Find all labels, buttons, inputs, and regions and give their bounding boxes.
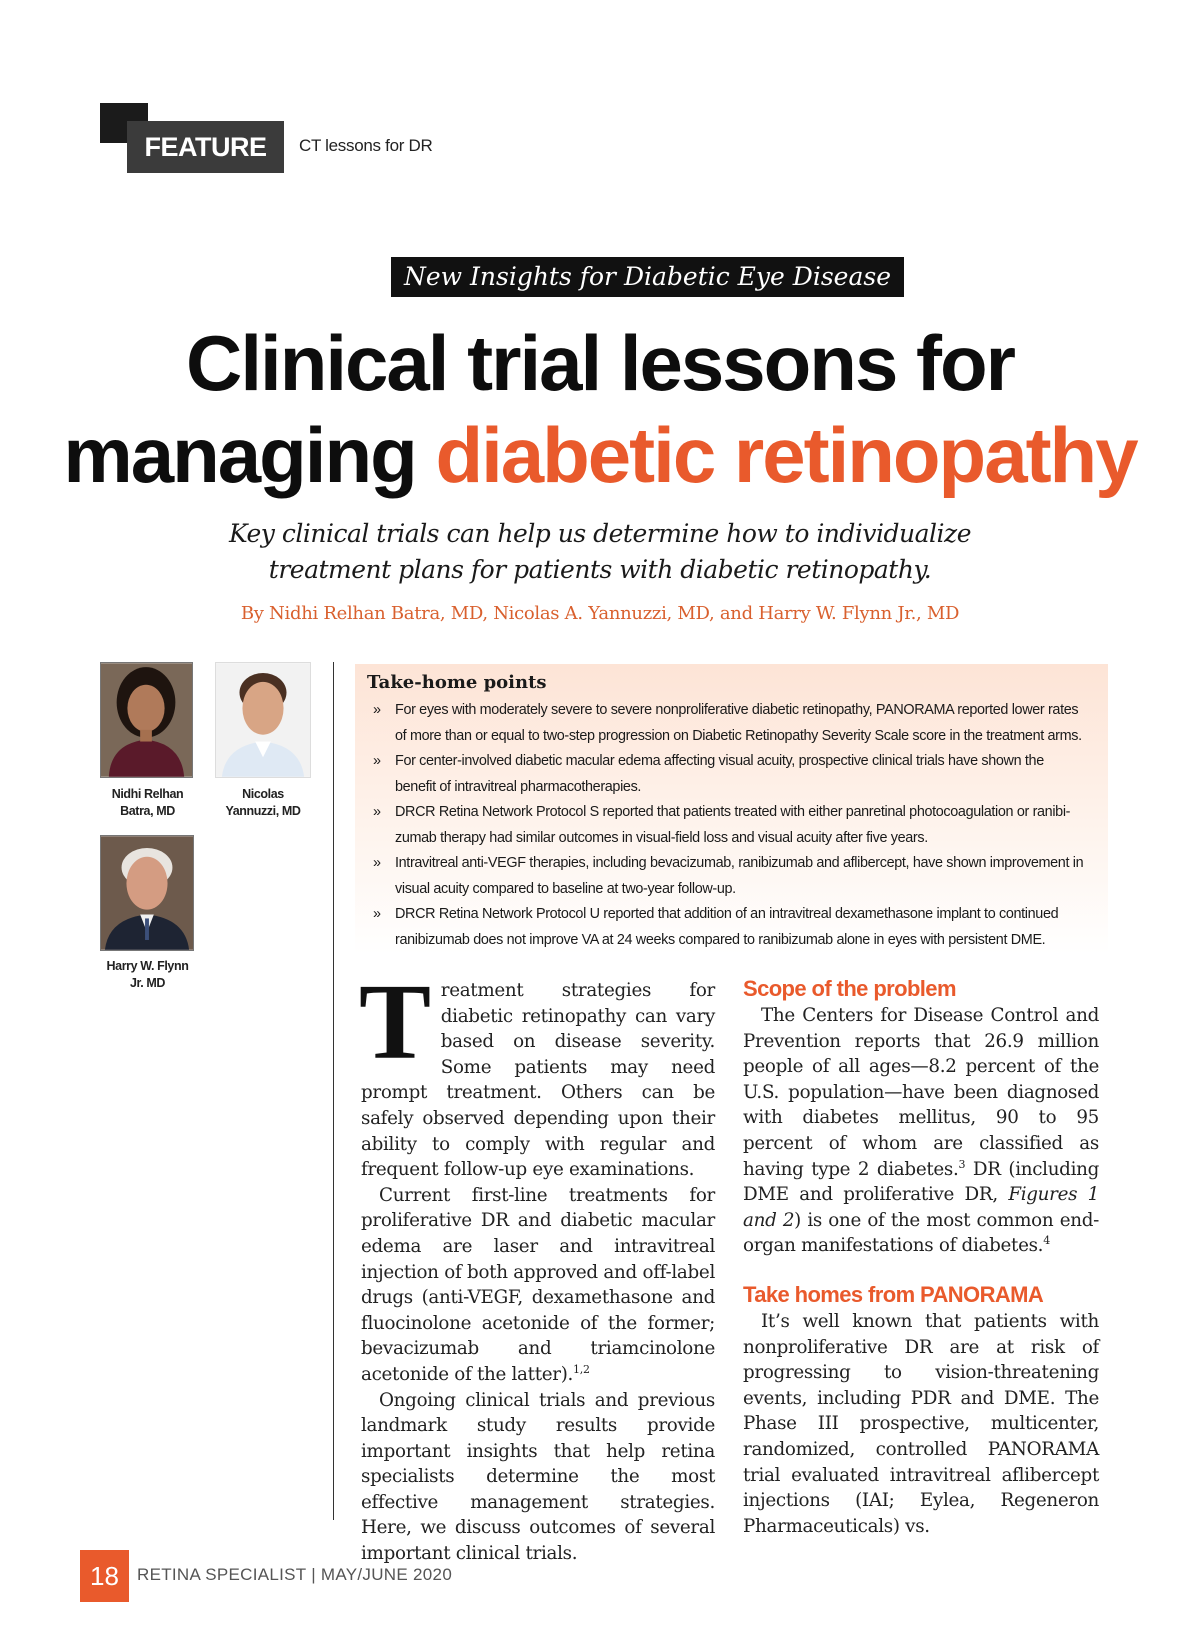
takehome-line: DRCR Retina Network Protocol U reported that addition of an intravitreal dexamethasone implant to continued xyxy=(395,906,1059,922)
body-paragraph-5 xyxy=(743,1309,1099,1539)
takehome-list xyxy=(367,698,1096,953)
author-photo-batra xyxy=(100,662,193,778)
takehome-line: benefit of intravitreal pharmacotherapies. xyxy=(395,778,642,795)
paragraph-text: It’s well known that patients with nonproliferative DR are at risk of progressing to vision-threatening events, including PDR and DME. The Phase III prospective, multicenter, randomized, controlled PANORAMA trial evaluated intravitreal aflibercept injections (IAI; Eylea, Regeneron Pharmaceuticals) vs. xyxy=(743,1310,1099,1537)
paragraph-text: Ongoing clinical trials and previous landmark study results provide important insights that help retina specialists determine the most effective management strategies. Here, we discuss outcomes of several important clinical trials. xyxy=(361,1389,715,1565)
subhead-scope: Scope of the problem xyxy=(743,976,956,1001)
takehome-point xyxy=(367,851,1096,902)
byline: By Nidhi Relhan Batra, MD, Nicolas A. Yannuzzi, MD, and Harry W. Flynn Jr., MD xyxy=(240,603,960,624)
column-divider xyxy=(333,662,334,1520)
body-column-2 xyxy=(743,975,1099,1539)
dek-line-2: treatment plans for patients with diabetic retinopathy. xyxy=(268,555,932,584)
headline-line-2 xyxy=(0,410,1200,500)
section-label: FEATURE xyxy=(127,121,284,173)
paragraph-text: reatment strategies for diabetic retinopathy can vary based on disease severity. Some patients may need prompt treatment. Others can be safely observed depending upon their ability to comply with regular and frequent follow-up eye examinations. xyxy=(361,980,715,1181)
takehome-point xyxy=(367,749,1096,800)
author-name-line: Batra, MD xyxy=(120,804,175,818)
body-paragraph-3 xyxy=(361,1388,715,1567)
author-portrait-2 xyxy=(216,663,310,777)
headline-plain: managing xyxy=(63,411,436,499)
takehome-line: Intravitreal anti-VEGF therapies, including bevacizumab, ranibizumab and aflibercept, have shown improvement in xyxy=(395,855,1084,871)
takehome-line: For center-involved diabetic macular edema affecting visual acuity, prospective clinical trials have shown the xyxy=(395,753,1044,769)
dropcap: T xyxy=(359,963,431,1082)
takehome-line: ranibizumab does not improve VA at 24 weeks compared to ranibizumab alone in eyes with persistent DME. xyxy=(395,931,1046,948)
body-paragraph-2 xyxy=(361,1183,715,1388)
paragraph-text: Current first-line treatments for proliferative DR and diabetic macular edema are laser and intravitreal injection of both approved and off-label drugs (anti-VEGF, dexamethasone and fluocinolone acetonide of the former; bevacizumab and triamcinolone acetonide of the latter). xyxy=(361,1184,715,1385)
headline-line-1: Clinical trial lessons for xyxy=(186,319,1014,407)
author-name-flynn xyxy=(95,958,200,992)
takehome-line: zumab therapy had similar outcomes in visual-field loss and visual acuity after five years. xyxy=(395,829,928,846)
reference-superscript: 1,2 xyxy=(573,1362,590,1376)
takehome-line: DRCR Retina Network Protocol S reported that patients treated with either panretinal photocoagulation or ranibi- xyxy=(395,804,1071,820)
page-number: 18 xyxy=(80,1550,129,1602)
takehome-point xyxy=(367,902,1096,953)
article-kicker: New Insights for Diabetic Eye Disease xyxy=(391,257,904,297)
author-photo-flynn xyxy=(100,835,194,951)
subhead-panorama: Take homes from PANORAMA xyxy=(743,1281,1044,1307)
author-name-line: Nidhi Relhan xyxy=(111,787,184,801)
author-name-yannuzzi xyxy=(210,786,316,820)
paragraph-text: The Centers for Disease Control and Prevention reports that 26.9 million people of all ages—8.2 percent of the U.S. population—have been diagnosed with diabetes mellitus, 90 to 95 percent of whom are classified as having type 2 diabetes. xyxy=(743,1005,1099,1180)
takehome-title: Take-home points xyxy=(367,672,547,693)
takehome-line: visual acuity compared to baseline at two-year follow-up. xyxy=(395,880,736,897)
body-column-1 xyxy=(359,963,715,1567)
takehome-box xyxy=(355,664,1108,954)
takehome-point xyxy=(367,800,1096,851)
body-paragraph-4 xyxy=(743,1003,1099,1259)
author-portrait-1 xyxy=(101,663,192,777)
bullet-glyph: » xyxy=(373,855,381,871)
author-name-line: Nicolas xyxy=(242,787,284,801)
body-paragraph-1 xyxy=(359,963,715,1183)
bullet-glyph: » xyxy=(373,702,381,718)
section-topic: CT lessons for DR xyxy=(299,136,433,155)
author-portrait-3 xyxy=(101,836,193,950)
paragraph-text: DR (including DME and proliferative DR, xyxy=(743,1158,1100,1206)
figure-reference: Figures 1 and 2 xyxy=(743,1184,1099,1231)
dek-line-1: Key clinical trials can help us determine how to individualize xyxy=(228,519,971,548)
takehome-line: of more than or equal to two-step progression on Diabetic Retinopathy Severity Scale score in the treatment arms. xyxy=(395,727,1082,744)
reference-superscript: 3 xyxy=(958,1157,966,1171)
author-name-line: Yannuzzi, MD xyxy=(225,804,301,818)
takehome-line: For eyes with moderately severe to severe nonproliferative diabetic retinopathy, PANORAMA reported lower rates xyxy=(395,702,1079,718)
takehome-point xyxy=(367,698,1096,749)
reference-superscript: 4 xyxy=(1043,1234,1050,1248)
bullet-glyph: » xyxy=(373,906,381,922)
paragraph-text: ) is one of the most common end-organ manifestations of diabetes. xyxy=(743,1209,1099,1257)
publication-footer: RETINA SPECIALIST | MAY/JUNE 2020 xyxy=(137,1565,453,1584)
headline-accent: diabetic retinopathy xyxy=(435,411,1137,499)
bullet-glyph: » xyxy=(373,804,381,820)
author-name-line: Harry W. Flynn xyxy=(106,959,189,973)
author-photo-yannuzzi xyxy=(215,662,311,778)
author-name-batra xyxy=(95,786,200,820)
author-name-line: Jr. MD xyxy=(129,976,166,990)
bullet-glyph: » xyxy=(373,753,381,769)
